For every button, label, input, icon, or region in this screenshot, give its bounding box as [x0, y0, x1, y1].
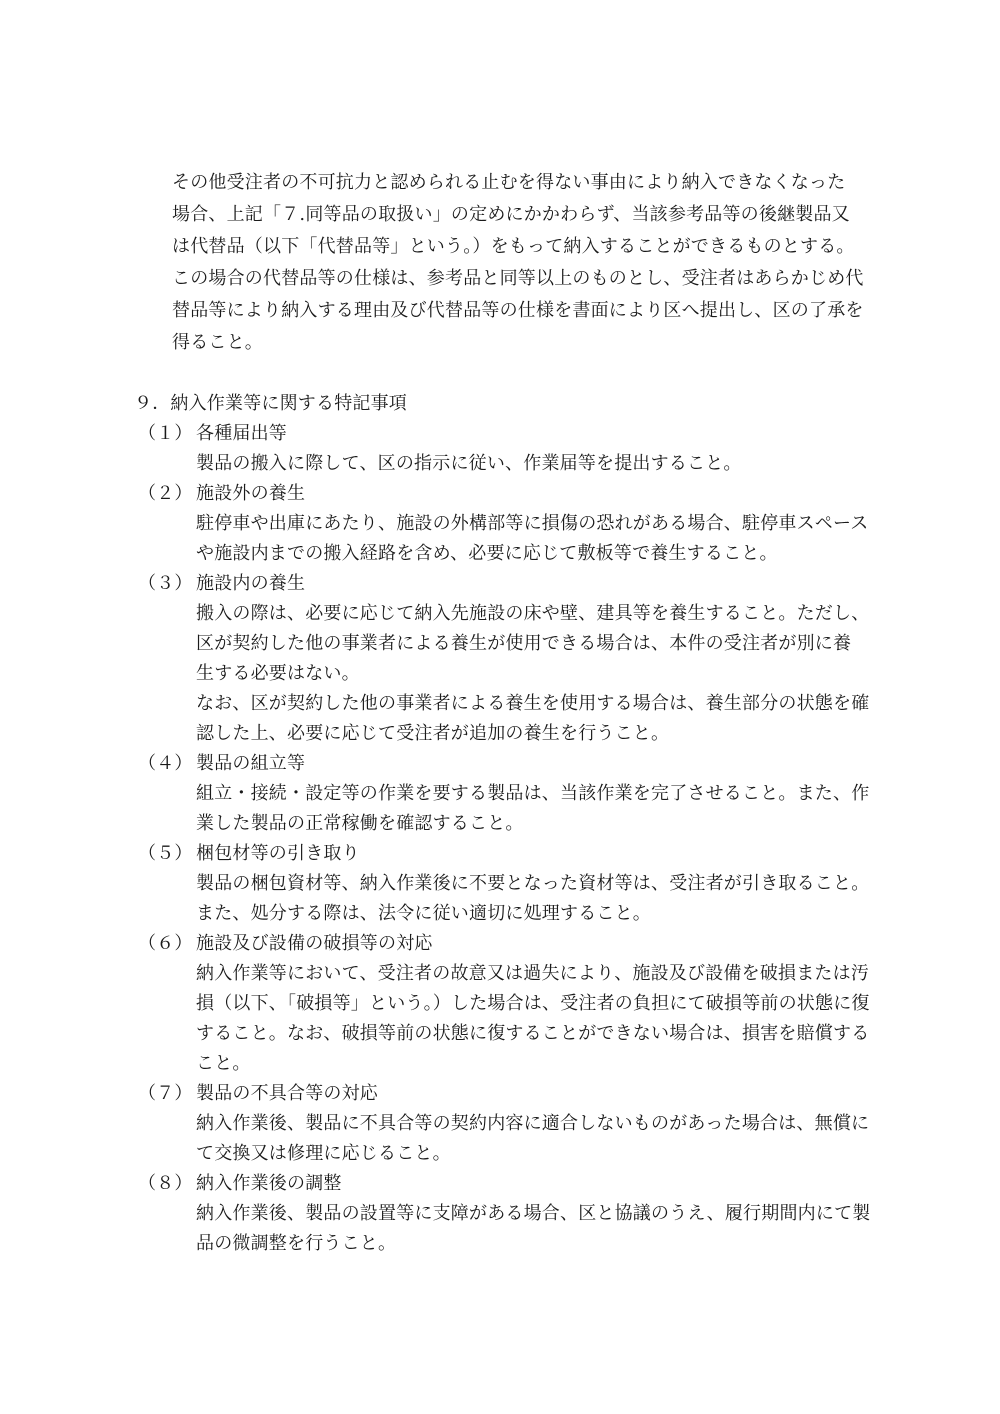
item-number: （８）: [138, 1173, 193, 1194]
item-number: （５）: [138, 843, 193, 864]
item-title: 製品の組立等: [196, 753, 306, 774]
item-body-line: や施設内までの搬入経路を含め、必要に応じて敷板等で養生すること。: [196, 543, 778, 564]
item-title: 納入作業後の調整: [196, 1173, 342, 1194]
item-body-line: 組立・接続・設定等の作業を要する製品は、当該作業を完了させること。また、作: [196, 783, 870, 804]
item-body-line: 損（以下、「破損等」という。）した場合は、受注者の負担にて破損等前の状態に復: [196, 993, 870, 1014]
section-heading: ９．納入作業等に関する特記事項: [134, 393, 407, 414]
item-body-line: 認した上、必要に応じて受注者が追加の養生を行うこと。: [196, 723, 670, 744]
intro-line: その他受注者の不可抗力と認められる止むを得ない事由により納入できなくなった: [172, 172, 846, 193]
item-body-line: 品の微調整を行うこと。: [196, 1233, 397, 1254]
item-title: 梱包材等の引き取り: [196, 843, 360, 864]
item-number: （４）: [138, 753, 193, 774]
item-body-line: て交換又は修理に応じること。: [196, 1143, 451, 1164]
item-body-line: 生する必要はない。: [196, 663, 360, 684]
intro-line: 場合、上記「７.同等品の取扱い」の定めにかかわらず、当該参考品等の後継製品又: [172, 204, 850, 225]
item-body-line: また、処分する際は、法令に従い適切に処理すること。: [196, 903, 651, 924]
intro-line: この場合の代替品等の仕様は、参考品と同等以上のものとし、受注者はあらかじめ代: [172, 268, 864, 289]
item-body-line: 駐停車や出庫にあたり、施設の外構部等に損傷の恐れがある場合、駐停車スペース: [196, 513, 869, 534]
item-title: 各種届出等: [196, 423, 287, 444]
intro-line: 替品等により納入する理由及び代替品等の仕様を書面により区へ提出し、区の了承を: [172, 300, 864, 321]
item-body-line: 納入作業等において、受注者の故意又は過失により、施設及び設備を破損または汚: [196, 963, 870, 984]
item-body-line: 製品の梱包資材等、納入作業後に不要となった資材等は、受注者が引き取ること。: [196, 873, 870, 894]
item-title: 施設外の養生: [196, 483, 306, 504]
item-body-line: 区が契約した他の事業者による養生が使用できる場合は、本件の受注者が別に養: [196, 633, 852, 654]
item-body-line: こと。: [196, 1053, 251, 1074]
item-body-line: 製品の搬入に際して、区の指示に従い、作業届等を提出すること。: [196, 453, 742, 474]
item-number: （１）: [138, 423, 193, 444]
item-number: （２）: [138, 483, 193, 504]
item-number: （７）: [138, 1083, 193, 1104]
intro-line: 得ること。: [172, 332, 263, 353]
intro-line: は代替品（以下「代替品等」という。）をもって納入することができるものとする。: [172, 236, 855, 257]
item-body-line: なお、区が契約した他の事業者による養生を使用する場合は、養生部分の状態を確: [196, 693, 870, 714]
item-body-line: 納入作業後、製品の設置等に支障がある場合、区と協議のうえ、履行期間内にて製: [196, 1203, 871, 1224]
item-number: （３）: [138, 573, 193, 594]
item-title: 施設及び設備の破損等の対応: [196, 933, 433, 954]
item-title: 施設内の養生: [196, 573, 306, 594]
item-body-line: 搬入の際は、必要に応じて納入先施設の床や壁、建具等を養生すること。ただし、: [196, 603, 870, 624]
item-body-line: 納入作業後、製品に不具合等の契約内容に適合しないものがあった場合は、無償に: [196, 1113, 870, 1134]
item-number: （６）: [138, 933, 193, 954]
item-body-line: すること。なお、破損等前の状態に復することができない場合は、損害を賠償する: [196, 1023, 870, 1044]
item-title: 製品の不具合等の対応: [196, 1083, 378, 1104]
item-body-line: 業した製品の正常稼働を確認すること。: [196, 813, 524, 834]
